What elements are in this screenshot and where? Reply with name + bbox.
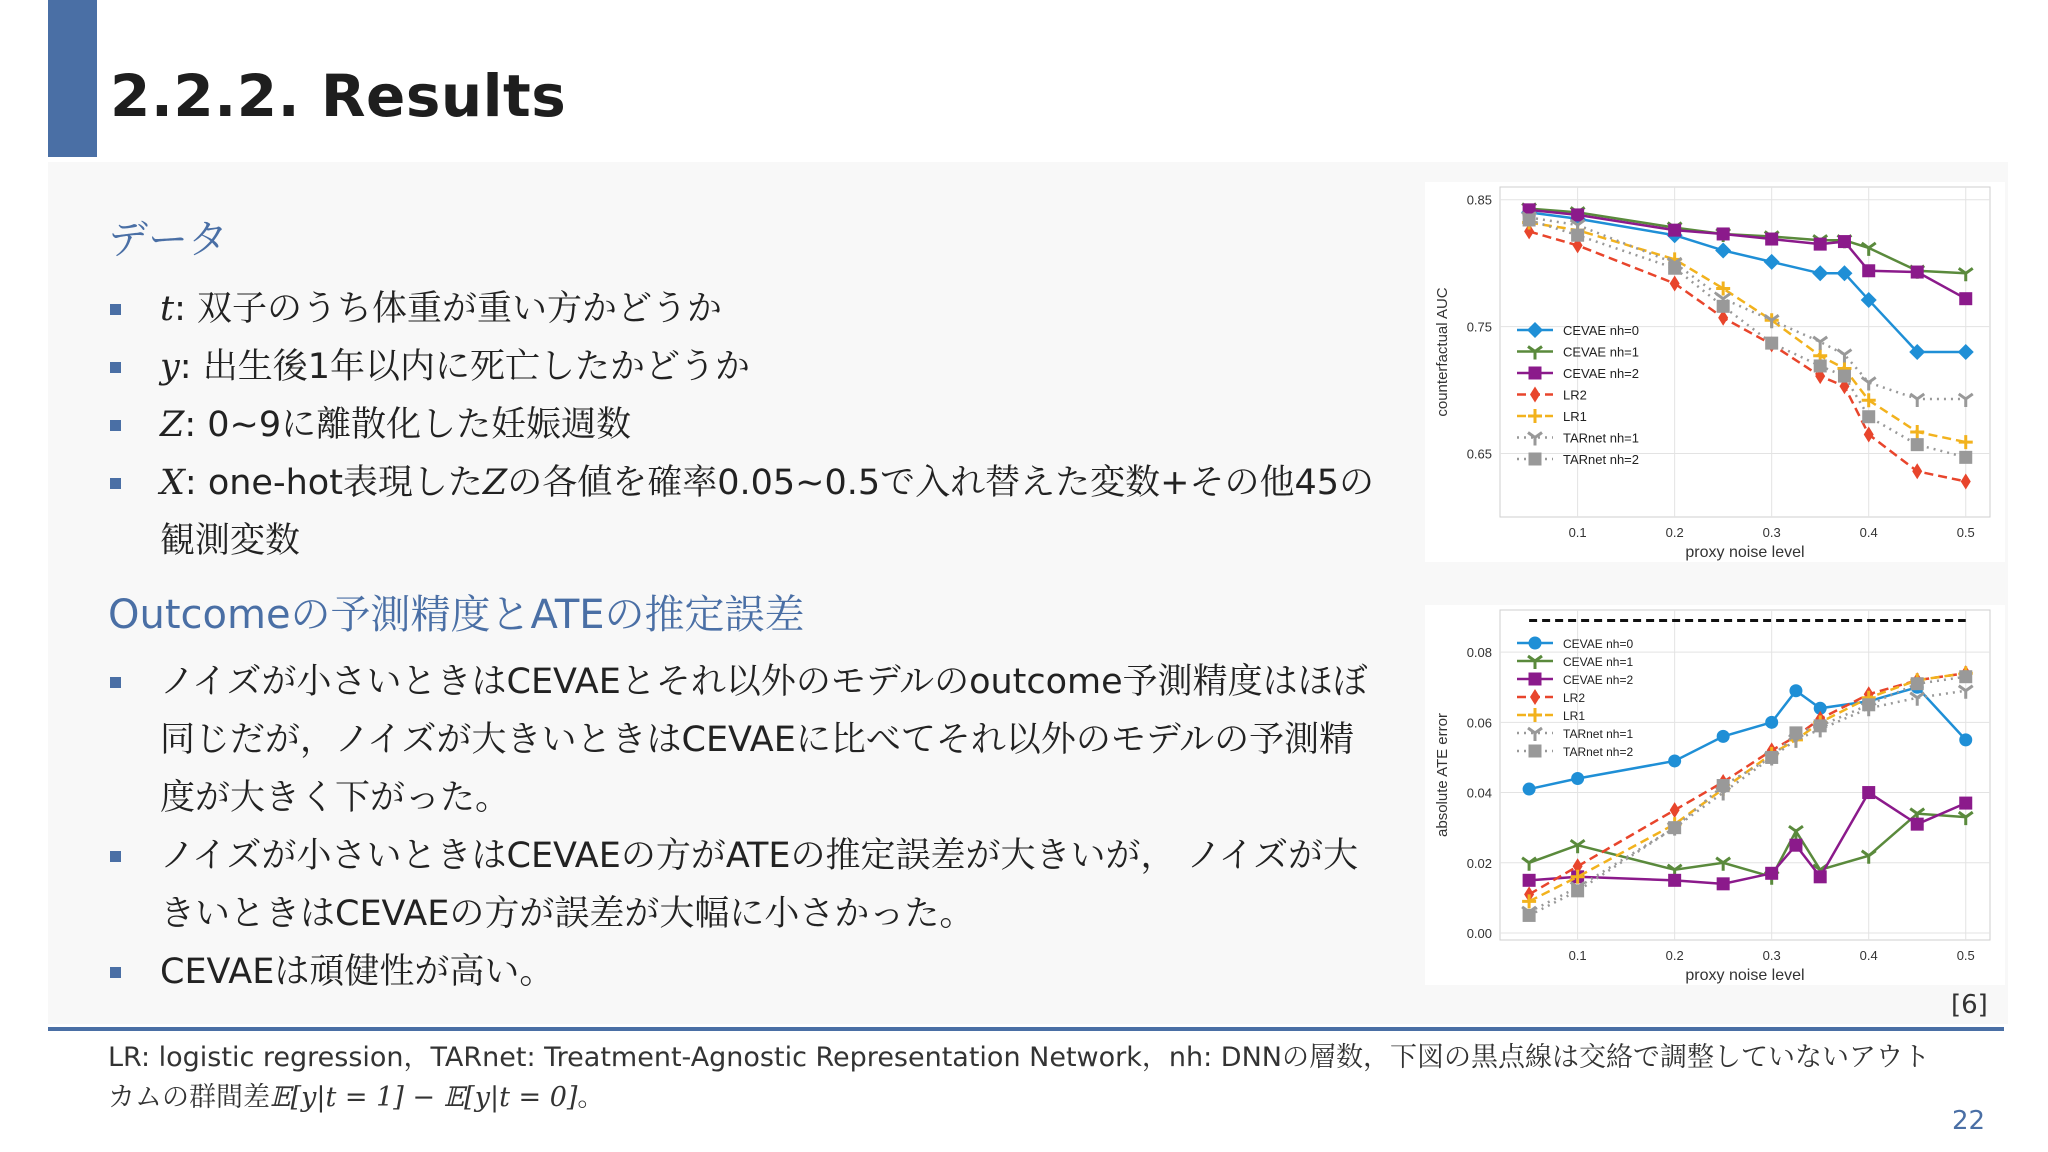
data-point — [1717, 300, 1730, 313]
data-point — [1571, 229, 1584, 242]
legend-label: CEVAE nh=2 — [1563, 673, 1634, 687]
results-bullet-list — [108, 653, 1388, 1001]
section-heading-results: Outcomeの予測精度とATEの推定誤差 — [108, 592, 805, 638]
title-accent-bar — [48, 0, 97, 157]
legend-label: LR2 — [1563, 387, 1587, 403]
footer-line-2-text: カムの群間差 — [108, 1082, 270, 1113]
bullet-square-icon — [110, 304, 121, 315]
data-point — [1959, 797, 1972, 810]
y-axis-label: absolute ATE error — [1434, 713, 1451, 837]
data-point — [1959, 670, 1972, 683]
data-point — [1911, 677, 1924, 690]
bullet-item — [108, 338, 1408, 396]
bullet-square-icon — [110, 851, 121, 862]
data-point — [1765, 233, 1778, 246]
bullet-item — [108, 827, 1388, 943]
bullet-square-icon — [110, 478, 121, 489]
bullet-square-icon — [110, 677, 121, 688]
data-point — [1862, 786, 1875, 799]
y-tick-label: 0.85 — [1466, 192, 1492, 208]
bullet-item — [108, 454, 1408, 570]
legend-marker — [1529, 367, 1542, 380]
data-point — [1668, 821, 1681, 834]
ate-chart-svg — [1425, 605, 2005, 985]
x-tick-label: 0.1 — [1568, 525, 1587, 540]
page-number: 22 — [1952, 1106, 1986, 1136]
y-tick-label: 0.08 — [1466, 645, 1492, 661]
data-point — [1814, 719, 1827, 732]
legend-marker — [1529, 453, 1542, 466]
x-tick-label: 0.4 — [1859, 525, 1878, 540]
data-point — [1717, 227, 1730, 240]
variable-z-inline: Z — [482, 463, 508, 503]
bullet-text: : one-hot表現した — [184, 463, 483, 503]
x-tick-label: 0.3 — [1762, 525, 1781, 540]
legend-label: CEVAE nh=1 — [1563, 344, 1640, 360]
footer-line-2 — [108, 1078, 1958, 1118]
reference-label: [6] — [1951, 990, 1988, 1020]
legend-label: TARnet nh=2 — [1563, 745, 1634, 759]
bullet-square-icon — [110, 362, 121, 373]
data-point — [1717, 779, 1730, 792]
legend-label: CEVAE nh=0 — [1563, 323, 1640, 338]
data-point — [1571, 208, 1584, 221]
data-point — [1814, 870, 1827, 883]
data-point — [1668, 262, 1681, 275]
data-point — [1789, 839, 1802, 852]
x-tick-label: 0.1 — [1568, 948, 1587, 963]
bullet-text: ノイズが小さいときはCEVAEとそれ以外のモデルのoutcome予測精度はほぼ同じだが，ノイズが大きいときはCEVAEに比べてそれ以外のモデルの予測精度が大きく下がった。 — [160, 662, 1368, 818]
data-point — [1959, 733, 1972, 746]
legend-marker — [1529, 637, 1542, 650]
footer-formula: 𝔼[y|t = 1] − 𝔼[y|t = 0] — [270, 1082, 578, 1113]
legend-label: TARnet nh=2 — [1563, 452, 1640, 467]
x-axis-label: proxy noise level — [1685, 544, 1805, 561]
bullet-item — [108, 396, 1408, 454]
data-point — [1765, 337, 1778, 350]
auc-chart-svg — [1425, 182, 2005, 562]
data-point — [1571, 884, 1584, 897]
y-tick-label: 0.00 — [1466, 925, 1492, 941]
footer-note — [108, 1038, 1958, 1118]
legend-label: CEVAE nh=0 — [1563, 637, 1634, 651]
legend-label: LR2 — [1563, 691, 1586, 705]
data-point — [1523, 214, 1536, 227]
data-point — [1668, 754, 1681, 767]
data-point — [1717, 877, 1730, 890]
legend-label: TARnet nh=1 — [1563, 430, 1640, 446]
y-tick-label: 0.06 — [1466, 715, 1492, 731]
data-point — [1838, 235, 1851, 248]
data-point — [1911, 438, 1924, 451]
data-point — [1717, 730, 1730, 743]
footer-divider — [48, 1027, 2004, 1031]
bullet-text: の各値を確率0.05~0.5で入れ替えた変数+その他45の観測変数 — [160, 463, 1375, 561]
bullet-square-icon — [110, 420, 121, 431]
variable-x: X — [160, 463, 185, 503]
bullet-item — [108, 943, 1388, 1001]
y-tick-label: 0.04 — [1466, 785, 1492, 801]
data-point — [1838, 370, 1851, 383]
data-point — [1523, 783, 1536, 796]
data-point — [1814, 238, 1827, 251]
data-point — [1668, 874, 1681, 887]
variable-t: t — [160, 289, 175, 329]
data-point — [1668, 224, 1681, 237]
data-point — [1959, 451, 1972, 464]
data-point — [1765, 751, 1778, 764]
data-point — [1765, 716, 1778, 729]
bullet-text: : 双子のうち体重が重い方かどうか — [174, 289, 722, 329]
data-point — [1523, 909, 1536, 922]
bullet-text: : 出生後1年以内に死亡したかどうか — [179, 347, 750, 387]
data-point — [1814, 359, 1827, 372]
bullet-text: ノイズが小さいときはCEVAEの方がATEの推定誤差が大きいが， ノイズが大きいときはCEVAEの方が誤差が大幅に小さかった。 — [160, 836, 1359, 934]
y-tick-label: 0.65 — [1466, 446, 1492, 462]
ate-chart — [1425, 605, 2005, 985]
data-point — [1911, 818, 1924, 831]
data-point — [1523, 874, 1536, 887]
legend-label: TARnet nh=1 — [1563, 727, 1634, 741]
slide-title: 2.2.2. Results — [110, 62, 567, 130]
bullet-text: CEVAEは頑健性が高い。 — [160, 952, 555, 992]
bullet-item — [108, 280, 1408, 338]
legend-label: CEVAE nh=2 — [1563, 366, 1640, 381]
bullet-item — [108, 653, 1388, 827]
bullet-text: : 0~9に離散化した妊娠週数 — [184, 405, 632, 445]
y-axis-label: counterfactual AUC — [1434, 287, 1451, 417]
legend-marker — [1529, 745, 1542, 758]
y-tick-label: 0.02 — [1466, 855, 1492, 871]
data-point — [1765, 867, 1778, 880]
data-point — [1789, 684, 1802, 697]
legend-marker — [1529, 673, 1542, 686]
variable-z: Z — [160, 405, 185, 445]
x-tick-label: 0.4 — [1859, 948, 1878, 963]
legend-label: CEVAE nh=1 — [1563, 655, 1634, 669]
legend-label: LR1 — [1563, 409, 1587, 424]
auc-chart — [1425, 182, 2005, 562]
data-bullet-list — [108, 280, 1408, 570]
x-tick-label: 0.3 — [1762, 948, 1781, 963]
x-axis-label: proxy noise level — [1685, 967, 1805, 984]
footer-line-1: LR: logistic regression，TARnet: Treatment-Agnostic Representation Network，nh: DNNの層数，下図の黒点線は交絡で調整していないアウト — [108, 1042, 1930, 1073]
x-tick-label: 0.5 — [1956, 948, 1975, 963]
data-point — [1862, 698, 1875, 711]
footer-line-2-end: 。 — [577, 1082, 605, 1113]
variable-y: y — [160, 347, 180, 387]
y-tick-label: 0.75 — [1466, 319, 1492, 335]
x-tick-label: 0.2 — [1665, 525, 1684, 540]
legend-label: LR1 — [1563, 709, 1586, 723]
data-point — [1862, 264, 1875, 277]
data-point — [1789, 726, 1802, 739]
data-point — [1959, 292, 1972, 305]
section-heading-data: データ — [108, 217, 228, 263]
x-tick-label: 0.5 — [1956, 525, 1975, 540]
x-tick-label: 0.2 — [1665, 948, 1684, 963]
data-point — [1862, 410, 1875, 423]
data-point — [1571, 772, 1584, 785]
bullet-square-icon — [110, 967, 121, 978]
data-point — [1911, 266, 1924, 279]
